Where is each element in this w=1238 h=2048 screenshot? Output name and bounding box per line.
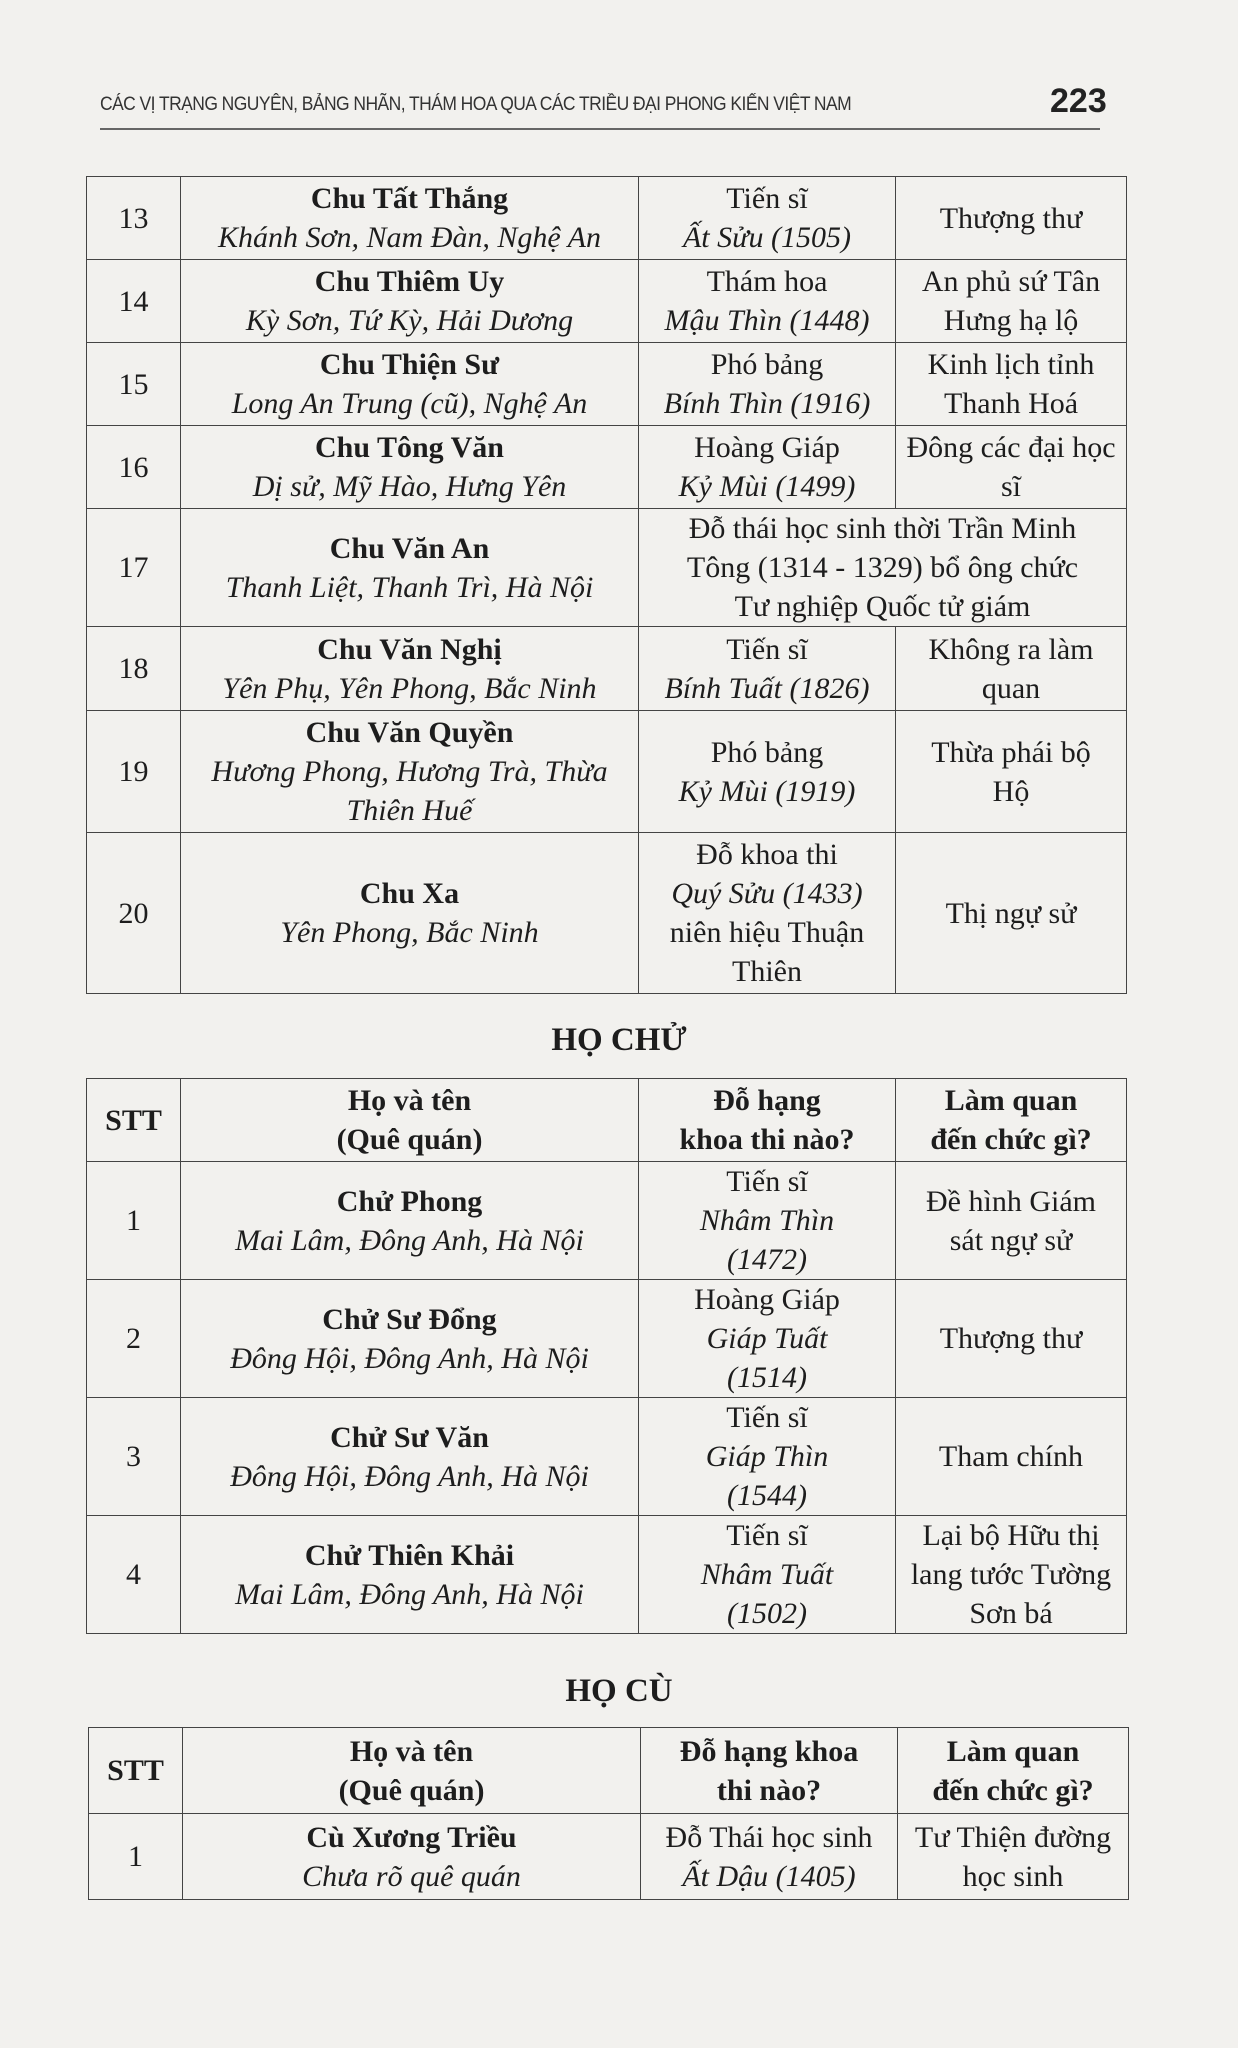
table-row <box>87 426 1127 509</box>
stt-cell: 14 <box>87 260 181 343</box>
hometown: Khánh Sơn, Nam Đàn, Nghệ An <box>218 221 601 254</box>
header-exam <box>639 1079 896 1162</box>
person-name: Chu Thiện Sư <box>319 348 500 381</box>
person-name: Chu Văn An <box>329 531 490 565</box>
header-stt: STT <box>89 1728 183 1814</box>
name-cell <box>181 426 639 509</box>
person-name: Chử Phong <box>336 1184 483 1218</box>
table-row <box>87 177 1127 260</box>
office-cell: Thượng thư <box>896 177 1127 260</box>
header-exam-line1: Đỗ hạng <box>713 1084 821 1117</box>
header-exam-line2: thi nào? <box>716 1773 822 1807</box>
hometown: Chưa rõ quê quán <box>302 1859 521 1893</box>
degree: Đỗ Thái học sinh <box>665 1820 873 1854</box>
header-exam <box>641 1728 898 1814</box>
degree: Hoàng Giáp <box>694 431 840 464</box>
stt-cell: 20 <box>87 833 181 994</box>
stt-cell: 4 <box>87 1516 181 1634</box>
header-office <box>896 1079 1127 1162</box>
merged-exam-office-cell: Đỗ thái học sinh thời Trần Minh Tông (1314 - 1329) bổ ông chức Tư nghiệp Quốc tử giám <box>639 509 1127 627</box>
person-name: Chu Tông Văn <box>315 431 504 464</box>
header-office-line2: đến chức gì? <box>930 1123 1092 1156</box>
stt-cell: 2 <box>87 1280 181 1398</box>
hometown: Hương Phong, Hương Trà, Thừa Thiên Huế <box>211 755 608 827</box>
person-name: Chử Sư Đổng <box>322 1302 497 1336</box>
header-name-line1: Họ và tên <box>349 1734 474 1768</box>
stt-cell: 18 <box>87 627 181 711</box>
exam-year: Giáp Tuất (1514) <box>706 1322 828 1394</box>
exam-cell <box>639 627 896 711</box>
office-cell: Tham chính <box>896 1398 1127 1516</box>
stt-cell: 3 <box>87 1398 181 1516</box>
header-row <box>89 1728 1129 1814</box>
header-name-line2: (Quê quán) <box>336 1123 483 1156</box>
degree: Tiến sĩ <box>726 1401 808 1434</box>
header-name <box>183 1728 641 1814</box>
table-row <box>87 1398 1127 1516</box>
person-name: Chử Sư Văn <box>330 1420 489 1454</box>
header-name-line1: Họ và tên <box>347 1084 472 1117</box>
header-exam-line1: Đỗ hạng khoa <box>679 1734 859 1768</box>
header-exam-line2: khoa thi nào? <box>679 1123 855 1156</box>
person-name: Chu Thiêm Uy <box>314 265 505 298</box>
degree: Tiến sĩ <box>726 182 808 215</box>
office-cell: Thừa phái bộ Hộ <box>896 711 1127 833</box>
header-office <box>898 1728 1129 1814</box>
exam-cell <box>639 260 896 343</box>
exam-year: Bính Thìn (1916) <box>663 387 871 420</box>
office-cell: An phủ sứ Tân Hưng hạ lộ <box>896 260 1127 343</box>
exam-year: Quý Sửu (1433) <box>671 877 863 910</box>
person-name: Chu Tất Thắng <box>310 182 509 215</box>
degree: Phó bảng <box>710 348 824 381</box>
office-cell: Lại bộ Hữu thị lang tước Tường Sơn bá <box>896 1516 1127 1634</box>
stt-cell: 16 <box>87 426 181 509</box>
name-cell <box>181 260 639 343</box>
office-cell: Không ra làm quan <box>896 627 1127 711</box>
exam-cell <box>639 1516 896 1634</box>
table-row <box>89 1814 1129 1900</box>
degree: Đỗ khoa thi <box>696 838 838 871</box>
hometown: Mai Lâm, Đông Anh, Hà Nội <box>235 1577 584 1611</box>
exam-cell <box>639 343 896 426</box>
stt-cell: 13 <box>87 177 181 260</box>
table-row <box>87 509 1127 627</box>
hometown: Thanh Liệt, Thanh Trì, Hà Nội <box>225 570 594 604</box>
person-name: Chu Văn Nghị <box>317 632 502 666</box>
header-rule <box>100 128 1100 130</box>
header-office-line2: đến chức gì? <box>932 1773 1094 1807</box>
chu-continued-table <box>86 176 1127 994</box>
exam-cell <box>639 426 896 509</box>
name-cell <box>181 833 639 994</box>
stt-cell: 17 <box>87 509 181 627</box>
hometown: Đông Hội, Đông Anh, Hà Nội <box>230 1341 589 1375</box>
name-cell <box>183 1814 641 1900</box>
stt-cell: 19 <box>87 711 181 833</box>
name-cell <box>181 1280 639 1398</box>
person-name: Chu Văn Quyền <box>305 716 514 749</box>
section-title-cu: HỌ CÙ <box>565 1673 673 1709</box>
exam-cell <box>639 833 896 994</box>
hometown: Kỳ Sơn, Tứ Kỳ, Hải Dương <box>245 304 574 337</box>
person-name: Chu Xa <box>359 877 460 910</box>
stt-cell: 15 <box>87 343 181 426</box>
cu-family-table <box>88 1727 1129 1900</box>
table-row <box>87 260 1127 343</box>
table-row <box>87 627 1127 711</box>
hometown: Yên Phong, Bắc Ninh <box>280 916 539 949</box>
degree: Tiến sĩ <box>726 1519 808 1552</box>
name-cell <box>181 1162 639 1280</box>
exam-year: Bính Tuất (1826) <box>664 671 870 705</box>
table-row <box>87 1516 1127 1634</box>
header-office-line1: Làm quan <box>946 1734 1080 1768</box>
office-cell: Thượng thư <box>896 1280 1127 1398</box>
header-name-line2: (Quê quán) <box>338 1773 485 1807</box>
hometown: Mai Lâm, Đông Anh, Hà Nội <box>235 1223 584 1257</box>
exam-cell <box>639 1398 896 1516</box>
table-row <box>87 711 1127 833</box>
exam-year: Kỷ Mùi (1499) <box>678 470 856 503</box>
header-office-line1: Làm quan <box>944 1084 1078 1117</box>
stt-cell: 1 <box>87 1162 181 1280</box>
name-cell <box>181 509 639 627</box>
stt-cell: 1 <box>89 1814 183 1900</box>
exam-cell <box>639 711 896 833</box>
degree: Thám hoa <box>706 265 828 298</box>
chu-family-table <box>86 1078 1127 1634</box>
hometown: Yên Phụ, Yên Phong, Bắc Ninh <box>222 671 597 705</box>
person-name: Chử Thiên Khải <box>304 1538 515 1572</box>
page-number: 223 <box>1050 82 1107 120</box>
running-header: CÁC VỊ TRẠNG NGUYÊN, BẢNG NHÃN, THÁM HOA QUA CÁC TRIỀU ĐẠI PHONG KIẾN VIỆT NAM <box>100 94 852 115</box>
exam-year: Mậu Thìn (1448) <box>664 304 870 337</box>
exam-cell <box>639 177 896 260</box>
degree: Tiến sĩ <box>726 632 808 666</box>
name-cell <box>181 627 639 711</box>
office-cell: Đề hình Giám sát ngự sử <box>896 1162 1127 1280</box>
table-row <box>87 1280 1127 1398</box>
table-row <box>87 833 1127 994</box>
exam-cell <box>639 1162 896 1280</box>
exam-cell <box>641 1814 898 1900</box>
office-cell: Kinh lịch tỉnh Thanh Hoá <box>896 343 1127 426</box>
name-cell <box>181 343 639 426</box>
exam-year: Kỷ Mùi (1919) <box>678 774 856 808</box>
header-stt: STT <box>87 1079 181 1162</box>
era-name: niên hiệu Thuận Thiên <box>669 916 865 988</box>
exam-year: Nhâm Tuất (1502) <box>700 1558 834 1630</box>
degree: Hoàng Giáp <box>694 1283 840 1316</box>
hometown: Long An Trung (cũ), Nghệ An <box>231 387 588 420</box>
name-cell <box>181 711 639 833</box>
degree: Tiến sĩ <box>726 1165 808 1198</box>
person-name: Cù Xương Triều <box>306 1820 517 1854</box>
header-row <box>87 1079 1127 1162</box>
hometown: Đông Hội, Đông Anh, Hà Nội <box>230 1459 589 1493</box>
exam-year: Ất Dậu (1405) <box>682 1859 856 1893</box>
name-cell <box>181 1516 639 1634</box>
exam-cell <box>639 1280 896 1398</box>
name-cell <box>181 177 639 260</box>
hometown: Dị sử, Mỹ Hào, Hưng Yên <box>252 470 567 503</box>
name-cell <box>181 1398 639 1516</box>
section-title-chu: HỌ CHỬ <box>551 1022 687 1058</box>
degree: Phó bảng <box>710 735 824 769</box>
exam-year: Giáp Thìn (1544) <box>705 1440 829 1512</box>
header-name <box>181 1079 639 1162</box>
office-cell: Đông các đại học sĩ <box>896 426 1127 509</box>
exam-year: Nhâm Thìn (1472) <box>699 1204 835 1276</box>
table-row <box>87 1162 1127 1280</box>
office-cell: Tư Thiện đường học sinh <box>898 1814 1129 1900</box>
office-cell: Thị ngự sử <box>896 833 1127 994</box>
exam-year: Ất Sửu (1505) <box>682 221 851 254</box>
table-row <box>87 343 1127 426</box>
